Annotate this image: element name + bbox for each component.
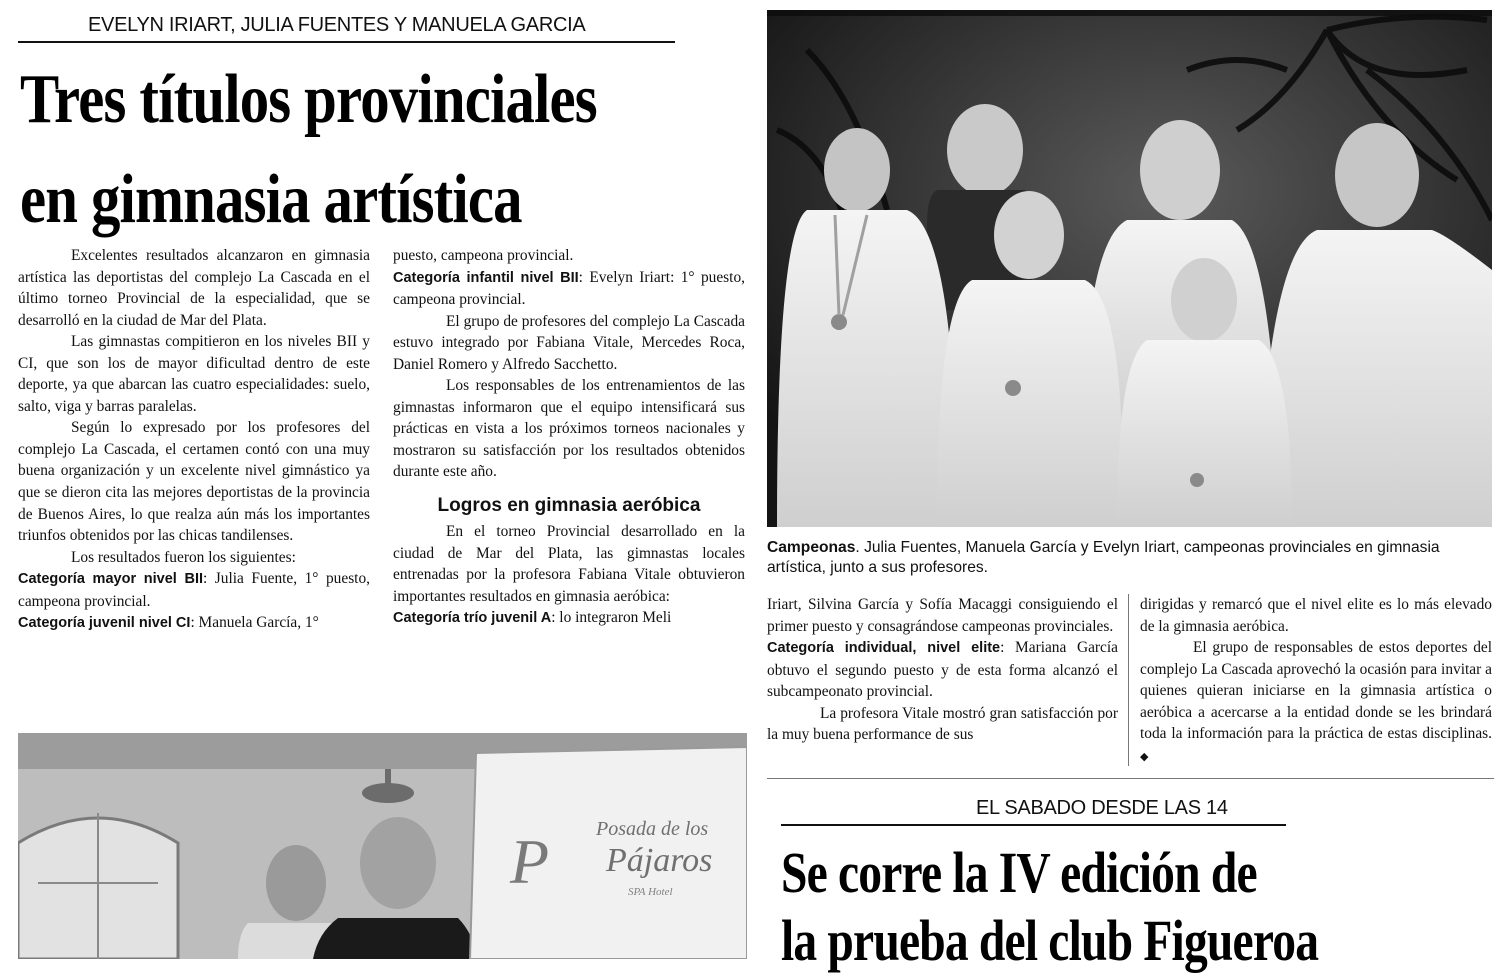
paragraph: En el torneo Provincial desarrollado en la ciudad de Mar del Plata, las gimnastas locales entrenadas por la profesora Fabiana Vitale obtuvieron importantes resultados en gimnasia aeróbica: bbox=[393, 523, 745, 605]
paragraph: Iriart, Silvina García y Sofía Macaggi consiguiendo el primer puesto y consagrándose campeonas provinciales. bbox=[767, 596, 1118, 635]
banner-text-1: Posada de los bbox=[596, 818, 709, 840]
paragraph: Los resultados fueron los siguientes: bbox=[71, 548, 296, 566]
banner-text-3: SPA Hotel bbox=[628, 886, 673, 898]
result-line: Categoría trío juvenil A: lo integraron Meli bbox=[393, 609, 672, 627]
category-label: Categoría infantil nivel BII bbox=[393, 269, 579, 286]
paragraph: El grupo de profesores del complejo La Cascada estuvo integrado por Fabiana Vitale, Mercedes Roca, Daniel Romero y Alfredo Sacchetto. bbox=[393, 312, 745, 373]
article2-headline-line-1: Se corre la IV edición de bbox=[781, 840, 1257, 905]
article-column-2 bbox=[393, 245, 745, 630]
article2-headline-line-2: la prueba del club Figueroa bbox=[781, 908, 1319, 973]
caption-label: Campeonas bbox=[767, 539, 856, 556]
article-column-4 bbox=[1140, 594, 1492, 768]
team-photo bbox=[767, 10, 1492, 527]
paragraph: El grupo de responsables de estos deportes del complejo La Cascada aprovechó la ocasión para invitar a quienes quieran iniciarse en la gimnasia artística o aeróbica a acercarse a la entidad donde se les brindará toda la información para la práctica de estas disciplinas. ◆ bbox=[1140, 639, 1492, 763]
end-mark: ◆ bbox=[1140, 750, 1149, 763]
article2-kicker: EL SABADO DESDE LAS 14 bbox=[976, 797, 1228, 819]
banner-monogram: P bbox=[510, 826, 550, 897]
article-kicker: EVELYN IRIART, JULIA FUENTES Y MANUELA GARCIA bbox=[88, 14, 586, 36]
result-line: Categoría mayor nivel BII: Julia Fuente, 1° puesto, campeona provincial. bbox=[18, 570, 370, 610]
article-column-3 bbox=[767, 594, 1118, 746]
banner-text-2: Pájaros bbox=[606, 842, 713, 879]
result-line: Categoría juvenil nivel CI: Manuela García, 1° bbox=[18, 614, 319, 632]
article-column-1 bbox=[18, 245, 370, 635]
result-line: Categoría individual, nivel elite: Mariana García obtuvo el segundo puesto y de esta forma alcanzó el subcampeonato provincial. bbox=[767, 639, 1118, 701]
category-label: Categoría individual, nivel elite bbox=[767, 640, 1001, 657]
article2-kicker-underline bbox=[781, 824, 1286, 826]
category-label: Categoría mayor nivel BII bbox=[18, 571, 204, 588]
paragraph: Los responsables de los entrenamientos de las gimnastas informaron que el equipo intensificará sus prácticas en vista a los próximos torneos nacionales y mostraron su satisfacción por los resultados obtenidos durante este año. bbox=[393, 377, 745, 481]
caption-text: . Julia Fuentes, Manuela García y Evelyn Iriart, campeonas provinciales en gimnasia artística, junto a sus profesores. bbox=[767, 539, 1440, 576]
team-photo-image bbox=[767, 10, 1492, 527]
section-divider bbox=[767, 778, 1494, 779]
paragraph: Las gimnastas compitieron en los niveles BII y CI, que son los de mayor dificultad dentro de este deporte, ya que abarcan las cuatro especialidades: suelo, salto, viga y barras paralelas. bbox=[18, 333, 370, 415]
second-photo bbox=[18, 733, 747, 959]
paragraph: Según lo expresado por los profesores del complejo La Cascada, el certamen contó con una muy buena organización y un excelente nivel gimnástico ya que se dieron cita las mejores deportistas de la provincia de Buenos Aires, lo que realza aún más los importantes triunfos obtenidos por las chicas tandilenses. bbox=[18, 419, 370, 545]
headline-line-2: en gimnasia artística bbox=[20, 161, 522, 238]
second-photo-image bbox=[18, 733, 747, 959]
paragraph: puesto, campeona provincial. bbox=[393, 247, 574, 264]
paragraph: La profesora Vitale mostró gran satisfacción por la muy buena performance de sus bbox=[767, 704, 1118, 744]
column-divider bbox=[1128, 594, 1129, 766]
paragraph: Excelentes resultados alcanzaron en gimnasia artística las deportistas del complejo La Cascada en el último torneo Provincial de la especialidad, que se desarrolló en la ciudad de Mar del Plata. bbox=[18, 247, 370, 329]
category-label: Categoría trío juvenil A bbox=[393, 610, 552, 627]
category-label: Categoría juvenil nivel CI bbox=[18, 615, 191, 632]
result-line: Categoría infantil nivel BII: Evelyn Iriart: 1° puesto, campeona provincial. bbox=[393, 268, 745, 309]
kicker-underline bbox=[18, 41, 675, 43]
photo-caption bbox=[767, 538, 1492, 578]
paragraph: dirigidas y remarcó que el nivel elite es lo más elevado de la gimnasia aeróbica. bbox=[1140, 596, 1492, 635]
section-subheading: Logros en gimnasia aeróbica bbox=[437, 495, 701, 517]
headline-line-1: Tres títulos provinciales bbox=[20, 61, 597, 138]
